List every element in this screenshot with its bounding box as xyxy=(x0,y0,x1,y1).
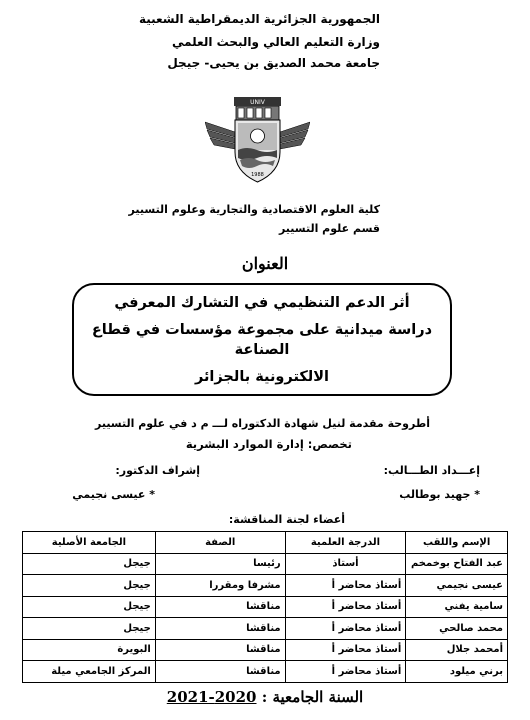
member-university: المركز الجامعي ميلة xyxy=(23,661,156,683)
member-rank: أستاذ محاضر أ xyxy=(285,661,406,683)
table-row xyxy=(23,639,508,661)
republic-heading: الجمهورية الجزائرية الديمقراطية الشعبية xyxy=(138,12,380,26)
header-rank: الدرجة العلمية xyxy=(285,532,406,554)
member-university: جيجل xyxy=(23,575,156,597)
academic-year xyxy=(0,688,530,706)
member-role: مناقشا xyxy=(155,639,285,661)
table-row xyxy=(23,661,508,683)
table-row xyxy=(23,596,508,618)
header-name: الإسم واللقب xyxy=(406,532,508,554)
title-label: العنوان xyxy=(241,254,289,273)
member-university: جيجل xyxy=(23,618,156,640)
academic-year-value: 2020-2021 xyxy=(166,688,257,706)
specialty: تخصص: إدارة الموارد البشرية xyxy=(185,437,352,451)
member-role: رئيسا xyxy=(155,553,285,575)
jury-table xyxy=(22,531,508,683)
member-name: عيسى نجيمي xyxy=(406,575,508,597)
student-name: * جهيد بوطالب xyxy=(399,488,480,501)
student-label: إعـــداد الطـــالب: xyxy=(383,464,480,477)
header-university: الجامعة الأصلية xyxy=(23,532,156,554)
member-role: مناقشا xyxy=(155,661,285,683)
supervisor-name: * عيسى نجيمي xyxy=(72,488,155,501)
member-rank: أستاذ محاضر أ xyxy=(285,618,406,640)
thesis-title-line-1: أثر الدعم التنظيمي في التشارك المعرفي xyxy=(114,294,410,311)
member-rank: أستاذ محاضر أ xyxy=(285,575,406,597)
member-rank: أستاذ محاضر أ xyxy=(285,596,406,618)
table-row xyxy=(23,553,508,575)
jury-title: أعضاء لجنة المناقشة: xyxy=(228,513,345,526)
supervisor-label: إشراف الدكتور: xyxy=(115,464,200,477)
member-university: البويرة xyxy=(23,639,156,661)
member-name: سامية يفني xyxy=(406,596,508,618)
member-university: جيجل xyxy=(23,553,156,575)
thesis-title-line-2: دراسة ميدانية على مجموعة مؤسسات في قطاع الصناعة xyxy=(91,321,433,358)
member-rank: أستاذ محاضر أ xyxy=(285,639,406,661)
jury-table-header-row xyxy=(23,532,508,554)
svg-text:UNIV: UNIV xyxy=(250,99,265,106)
ministry-heading: وزارة التعليم العالي والبحث العلمي xyxy=(171,35,380,49)
member-university: جيجل xyxy=(23,596,156,618)
member-name: عبد الفتاح بوخمخم xyxy=(406,553,508,575)
faculty-name: كلية العلوم الاقتصادية والتجارية وعلوم التسيير xyxy=(128,203,380,216)
thesis-title-box xyxy=(72,283,452,396)
svg-text:1988: 1988 xyxy=(251,172,264,178)
university-logo xyxy=(205,92,310,184)
department-name: قسم علوم التسيير xyxy=(278,222,380,235)
member-rank: أستاذ xyxy=(285,553,406,575)
member-name: أمحمد جلال xyxy=(406,639,508,661)
member-name: برني ميلود xyxy=(406,661,508,683)
table-row xyxy=(23,575,508,597)
member-role: مناقشا xyxy=(155,596,285,618)
thesis-title-line-3: الالكترونية بالجزائر xyxy=(194,368,330,385)
table-row xyxy=(23,618,508,640)
member-role: مشرفا ومقررا xyxy=(155,575,285,597)
university-heading: جامعة محمد الصديق بن يحيى- جيجل xyxy=(167,56,380,70)
member-name: محمد صالحي xyxy=(406,618,508,640)
header-role: الصفة xyxy=(155,532,285,554)
thesis-note: أطروحة مقدمة لنيل شهادة الدكتوراه لـــ م د في علوم التسيير xyxy=(94,417,430,430)
member-role: مناقشا xyxy=(155,618,285,640)
academic-year-label: السنة الجامعية : xyxy=(256,688,364,706)
